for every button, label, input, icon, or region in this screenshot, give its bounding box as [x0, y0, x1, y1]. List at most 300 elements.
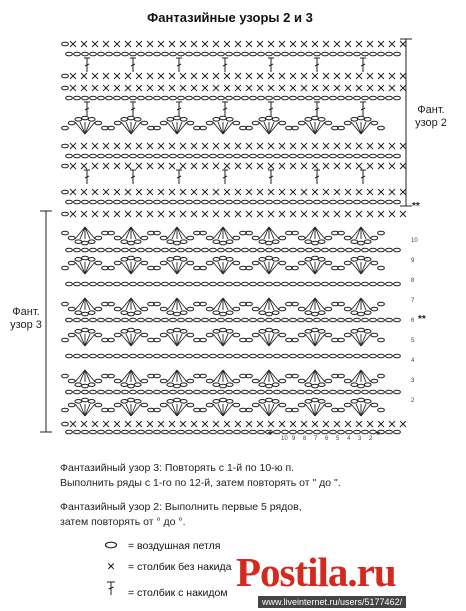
- fan-double-crochet: [351, 122, 361, 134]
- chain-stitch: [134, 258, 141, 262]
- chain-stitch: [170, 354, 177, 358]
- fan-double-crochet: [167, 227, 177, 239]
- star-mark-right: *: [376, 430, 380, 441]
- chain-stitch: [252, 333, 259, 337]
- fan-double-crochet: [85, 334, 90, 346]
- chain-stitch: [362, 200, 369, 204]
- chain-stitch: [298, 121, 305, 125]
- chain-stitch: [210, 390, 217, 394]
- fan-double-crochet: [126, 334, 131, 346]
- chain-stitch: [220, 398, 227, 402]
- chain-stitch: [272, 118, 279, 122]
- chain-stitch: [122, 96, 129, 100]
- chain-stitch: [266, 384, 273, 388]
- chain-stitch: [106, 96, 113, 100]
- chain-stitch: [338, 52, 345, 56]
- chain-stitch: [394, 282, 401, 286]
- chain-stitch: [114, 121, 121, 125]
- fan-double-crochet: [310, 334, 315, 346]
- chain-stitch: [160, 121, 167, 125]
- chain-stitch: [226, 52, 233, 56]
- chain-stitch: [330, 200, 337, 204]
- chain-stitch: [138, 354, 145, 358]
- chain-stitch: [206, 261, 213, 265]
- chain-stitch: [233, 121, 240, 125]
- pattern3-label-line1: Фант.: [12, 306, 40, 318]
- chain-stitch: [66, 282, 73, 286]
- chain-stitch: [322, 354, 329, 358]
- chain-stitch: [250, 154, 257, 158]
- chain-stitch: [170, 390, 177, 394]
- chain-stitch: [330, 282, 337, 286]
- chain-stitch: [364, 383, 371, 387]
- chain-stitch-icon: [100, 538, 122, 554]
- pattern2-note: [60, 500, 420, 530]
- chain-stitch: [202, 200, 209, 204]
- chain-stitch: [106, 154, 113, 158]
- fan-double-crochet: [310, 227, 315, 239]
- chain-stitch: [298, 52, 305, 56]
- chain-stitch: [167, 258, 174, 262]
- chain-stitch: [146, 354, 153, 358]
- chain-stitch: [206, 307, 213, 311]
- chain-stitch: [186, 200, 193, 204]
- fan-double-crochet: [126, 122, 131, 134]
- fan-double-crochet: [264, 404, 269, 416]
- chain-stitch: [234, 154, 241, 158]
- fan-double-crochet: [361, 370, 366, 382]
- chain-stitch: [74, 52, 81, 56]
- fan-double-crochet: [131, 370, 141, 382]
- chain-stitch: [95, 261, 102, 265]
- chain-stitch: [194, 248, 201, 252]
- fan-double-crochet: [269, 262, 274, 274]
- chain-stitch: [66, 52, 73, 56]
- chain-stitch: [98, 52, 105, 56]
- fan-double-crochet: [269, 334, 279, 346]
- chain-stitch: [180, 240, 187, 244]
- chain-stitch: [130, 52, 137, 56]
- chain-stitch: [121, 311, 128, 315]
- chain-stitch: [370, 200, 377, 204]
- fan-double-crochet: [351, 370, 361, 382]
- fan-double-crochet: [85, 298, 90, 310]
- row-number: 8: [411, 278, 415, 284]
- column-number: 3: [358, 436, 362, 442]
- fan-double-crochet: [269, 122, 279, 134]
- chain-stitch: [146, 200, 153, 204]
- chain-stitch: [322, 248, 329, 252]
- fan-double-crochet: [218, 227, 223, 239]
- chain-stitch: [312, 398, 319, 402]
- double-crochet-icon: [100, 580, 122, 601]
- fan-double-crochet: [131, 404, 136, 416]
- chain-stitch: [325, 403, 332, 407]
- chain-stitch: [322, 200, 329, 204]
- chain-stitch: [272, 330, 279, 334]
- chain-stitch: [202, 354, 209, 358]
- chain-stitch: [62, 126, 69, 130]
- fan-double-crochet: [223, 262, 233, 274]
- chain-stitch: [74, 282, 81, 286]
- chain-stitch: [354, 282, 361, 286]
- chain-stitch: [312, 384, 319, 388]
- fan-double-crochet: [269, 227, 279, 239]
- chain-stitch: [314, 354, 321, 358]
- fan-double-crochet: [218, 262, 223, 274]
- chain-stitch: [346, 282, 353, 286]
- chain-stitch: [75, 240, 82, 244]
- chain-stitch: [170, 52, 177, 56]
- fan-double-crochet: [361, 334, 371, 346]
- fan-double-crochet: [121, 298, 131, 310]
- fan-double-crochet: [121, 334, 131, 346]
- chain-stitch: [358, 328, 365, 332]
- chain-stitch: [88, 118, 95, 122]
- chain-stitch: [298, 430, 305, 434]
- chain-stitch: [146, 318, 153, 322]
- chain-stitch: [226, 330, 233, 334]
- chain-stitch: [82, 312, 89, 316]
- chain-stitch: [258, 248, 265, 252]
- fan-double-crochet: [264, 227, 269, 239]
- chain-stitch: [242, 248, 249, 252]
- fan-double-crochet: [356, 298, 361, 310]
- chain-stitch: [187, 379, 194, 383]
- chain-stitch: [106, 318, 113, 322]
- fan-double-crochet: [218, 404, 223, 416]
- chain-stitch: [154, 52, 161, 56]
- chain-stitch: [305, 118, 312, 122]
- chain-stitch: [68, 333, 75, 337]
- chain-stitch: [62, 190, 69, 194]
- chain-stitch: [370, 282, 377, 286]
- chain-stitch: [298, 354, 305, 358]
- fan-double-crochet: [172, 262, 177, 274]
- chain-stitch: [68, 307, 75, 311]
- chain-stitch: [186, 154, 193, 158]
- fan-double-crochet: [172, 404, 177, 416]
- chain-stitch: [258, 154, 265, 158]
- chain-stitch: [154, 154, 161, 158]
- chain-stitch: [354, 154, 361, 158]
- chain-stitch: [202, 282, 209, 286]
- chain-stitch: [234, 390, 241, 394]
- chain-stitch: [233, 307, 240, 311]
- chain-stitch: [314, 248, 321, 252]
- chain-stitch: [88, 311, 95, 315]
- chain-stitch: [258, 354, 265, 358]
- chain-stitch: [114, 354, 121, 358]
- row-number: 5: [411, 338, 415, 344]
- chain-stitch: [121, 330, 128, 334]
- chain-stitch: [344, 403, 351, 407]
- chain-stitch: [114, 52, 121, 56]
- chain-stitch: [167, 240, 174, 244]
- chain-stitch: [354, 318, 361, 322]
- chain-stitch: [338, 96, 345, 100]
- chain-stitch: [82, 282, 89, 286]
- fan-double-crochet: [269, 298, 279, 310]
- chain-stitch: [274, 248, 281, 252]
- chain-stitch: [114, 318, 121, 322]
- page-title: Фантазийные узоры 2 и 3: [147, 10, 313, 25]
- chain-stitch: [279, 307, 286, 311]
- chain-stitch: [75, 258, 82, 262]
- chain-stitch: [226, 96, 233, 100]
- chain-stitch: [128, 384, 135, 388]
- chain-stitch: [298, 96, 305, 100]
- chain-stitch: [272, 240, 279, 244]
- fan-double-crochet: [356, 370, 361, 382]
- chain-stitch: [180, 400, 187, 404]
- chain-stitch: [210, 52, 217, 56]
- fan-double-crochet: [315, 122, 325, 134]
- chain-stitch: [90, 248, 97, 252]
- chain-stitch: [362, 318, 369, 322]
- crochet-chart: [55, 28, 418, 442]
- chain-stitch: [272, 400, 279, 404]
- chain-stitch: [274, 52, 281, 56]
- chain-stitch: [386, 354, 393, 358]
- chain-stitch: [266, 96, 273, 100]
- chain-stitch: [354, 52, 361, 56]
- chain-stitch: [274, 354, 281, 358]
- chain-stitch: [186, 282, 193, 286]
- chain-stitch: [178, 282, 185, 286]
- chain-stitch: [174, 116, 181, 120]
- chain-stitch: [82, 398, 89, 402]
- fan-double-crochet: [167, 298, 177, 310]
- chain-stitch: [226, 400, 233, 404]
- chain-stitch: [162, 52, 169, 56]
- chain-stitch: [266, 390, 273, 394]
- chain-stitch: [106, 354, 113, 358]
- chain-stitch: [66, 430, 73, 434]
- chain-stitch: [362, 154, 369, 158]
- chain-stitch: [362, 52, 369, 56]
- chain-stitch: [351, 330, 358, 334]
- fan-double-crochet: [223, 227, 233, 239]
- fan-double-crochet: [85, 298, 95, 310]
- chain-stitch: [98, 354, 105, 358]
- fan-double-crochet: [213, 262, 223, 274]
- chain-stitch: [351, 383, 358, 387]
- chain-stitch: [242, 96, 249, 100]
- chain-stitch: [218, 318, 225, 322]
- fan-double-crochet: [85, 404, 90, 416]
- fan-double-crochet: [351, 334, 361, 346]
- chain-stitch: [358, 384, 365, 388]
- chain-stitch: [226, 318, 233, 322]
- chain-stitch: [298, 236, 305, 240]
- chain-stitch: [154, 96, 161, 100]
- pattern2-label-line1: Фант.: [417, 104, 445, 116]
- fan-double-crochet: [167, 334, 177, 346]
- fan-double-crochet: [218, 334, 223, 346]
- fan-double-crochet: [80, 404, 85, 416]
- chain-stitch: [82, 318, 89, 322]
- chain-stitch: [318, 400, 325, 404]
- chain-stitch: [218, 430, 225, 434]
- pattern3-note-line1: Фантазийный узор 3: Повторять с 1-й по 10-ю п.: [60, 462, 295, 474]
- chain-stitch: [266, 354, 273, 358]
- chain-stitch: [114, 261, 121, 265]
- chain-stitch: [90, 200, 97, 204]
- chain-stitch: [386, 154, 393, 158]
- fan-double-crochet: [121, 370, 131, 382]
- chain-stitch: [210, 318, 217, 322]
- chain-stitch: [290, 96, 297, 100]
- column-number: 8: [303, 436, 307, 442]
- fan-double-crochet: [315, 122, 320, 134]
- fan-double-crochet: [85, 227, 95, 239]
- chain-stitch: [121, 383, 128, 387]
- chain-stitch: [306, 318, 313, 322]
- chain-stitch: [322, 318, 329, 322]
- chain-stitch: [351, 240, 358, 244]
- chain-stitch: [141, 333, 148, 337]
- fan-double-crochet: [131, 262, 141, 274]
- chain-stitch: [298, 248, 305, 252]
- legend-chain: [100, 538, 220, 554]
- chain-stitch: [346, 248, 353, 252]
- fan-double-crochet: [351, 404, 361, 416]
- chain-stitch: [160, 379, 167, 383]
- chain-stitch: [346, 96, 353, 100]
- chain-stitch: [90, 52, 97, 56]
- chain-stitch: [186, 248, 193, 252]
- fan-double-crochet: [310, 298, 315, 310]
- chain-stitch: [186, 96, 193, 100]
- pattern2-note-line2: затем повторять от ° до °.: [60, 516, 186, 528]
- row-number: 4: [411, 358, 415, 364]
- chain-stitch: [178, 354, 185, 358]
- chain-stitch: [178, 154, 185, 158]
- chain-stitch: [274, 430, 281, 434]
- chain-stitch: [378, 126, 385, 130]
- fan-double-crochet: [213, 122, 223, 134]
- chain-stitch: [378, 96, 385, 100]
- chain-stitch: [364, 118, 371, 122]
- chain-stitch: [305, 330, 312, 334]
- chain-stitch: [234, 248, 241, 252]
- chain-stitch: [282, 96, 289, 100]
- chain-stitch: [226, 383, 233, 387]
- chain-stitch: [250, 96, 257, 100]
- chain-stitch: [318, 258, 325, 262]
- chain-stitch: [318, 311, 325, 315]
- chain-stitch: [106, 52, 113, 56]
- chain-stitch: [346, 390, 353, 394]
- chain-stitch: [226, 118, 233, 122]
- fan-double-crochet: [80, 298, 85, 310]
- chain-stitch: [226, 248, 233, 252]
- chain-stitch: [180, 330, 187, 334]
- chain-stitch: [338, 282, 345, 286]
- chain-stitch: [325, 261, 332, 265]
- chain-stitch: [74, 248, 81, 252]
- chain-stitch: [187, 121, 194, 125]
- chain-stitch: [325, 236, 332, 240]
- fan-double-crochet: [85, 370, 90, 382]
- chain-stitch: [178, 248, 185, 252]
- chain-stitch: [234, 318, 241, 322]
- chain-stitch: [259, 400, 266, 404]
- chain-stitch: [266, 200, 273, 204]
- chain-stitch: [141, 379, 148, 383]
- chain-stitch: [68, 379, 75, 383]
- chain-stitch: [322, 430, 329, 434]
- chain-stitch: [138, 390, 145, 394]
- chain-stitch: [90, 430, 97, 434]
- chain-stitch: [378, 200, 385, 204]
- fan-double-crochet: [361, 404, 366, 416]
- chain-stitch: [82, 200, 89, 204]
- chain-stitch: [282, 318, 289, 322]
- row-number: 9: [411, 258, 415, 264]
- fan-double-crochet: [75, 122, 85, 134]
- chain-stitch: [378, 338, 385, 342]
- chain-stitch: [250, 430, 257, 434]
- chain-stitch: [252, 121, 259, 125]
- chain-stitch: [354, 248, 361, 252]
- chain-stitch: [128, 398, 135, 402]
- chain-stitch: [378, 318, 385, 322]
- chain-stitch: [220, 384, 227, 388]
- fan-double-crochet: [310, 370, 315, 382]
- chain-stitch: [62, 422, 69, 426]
- chain-stitch: [233, 403, 240, 407]
- chain-stitch: [66, 354, 73, 358]
- chain-stitch: [282, 248, 289, 252]
- chain-stitch: [242, 52, 249, 56]
- chain-stitch: [130, 282, 137, 286]
- fan-double-crochet: [218, 122, 223, 134]
- chain-stitch: [378, 282, 385, 286]
- double-star-mark-top: **: [412, 201, 420, 212]
- chain-stitch: [322, 390, 329, 394]
- chain-stitch: [358, 256, 365, 260]
- chain-stitch: [266, 241, 273, 245]
- chain-stitch: [314, 282, 321, 286]
- chain-stitch: [282, 430, 289, 434]
- chain-stitch: [134, 400, 141, 404]
- fan-double-crochet: [167, 370, 177, 382]
- chain-stitch: [314, 430, 321, 434]
- row-number: 3: [411, 378, 415, 384]
- chain-stitch: [312, 312, 319, 316]
- chain-stitch: [194, 390, 201, 394]
- chain-stitch: [121, 400, 128, 404]
- chain-stitch: [95, 379, 102, 383]
- chain-stitch: [306, 96, 313, 100]
- chain-stitch: [122, 248, 129, 252]
- chain-stitch: [122, 200, 129, 204]
- chain-stitch: [371, 403, 378, 407]
- column-number: 9: [292, 436, 296, 442]
- chain-stitch: [146, 248, 153, 252]
- chain-stitch: [274, 318, 281, 322]
- chain-stitch: [378, 52, 385, 56]
- chain-stitch: [362, 354, 369, 358]
- chain-stitch: [146, 390, 153, 394]
- fan-double-crochet: [223, 404, 228, 416]
- fan-double-crochet: [167, 122, 177, 134]
- chain-stitch: [259, 240, 266, 244]
- chain-stitch: [258, 430, 265, 434]
- chain-stitch: [210, 248, 217, 252]
